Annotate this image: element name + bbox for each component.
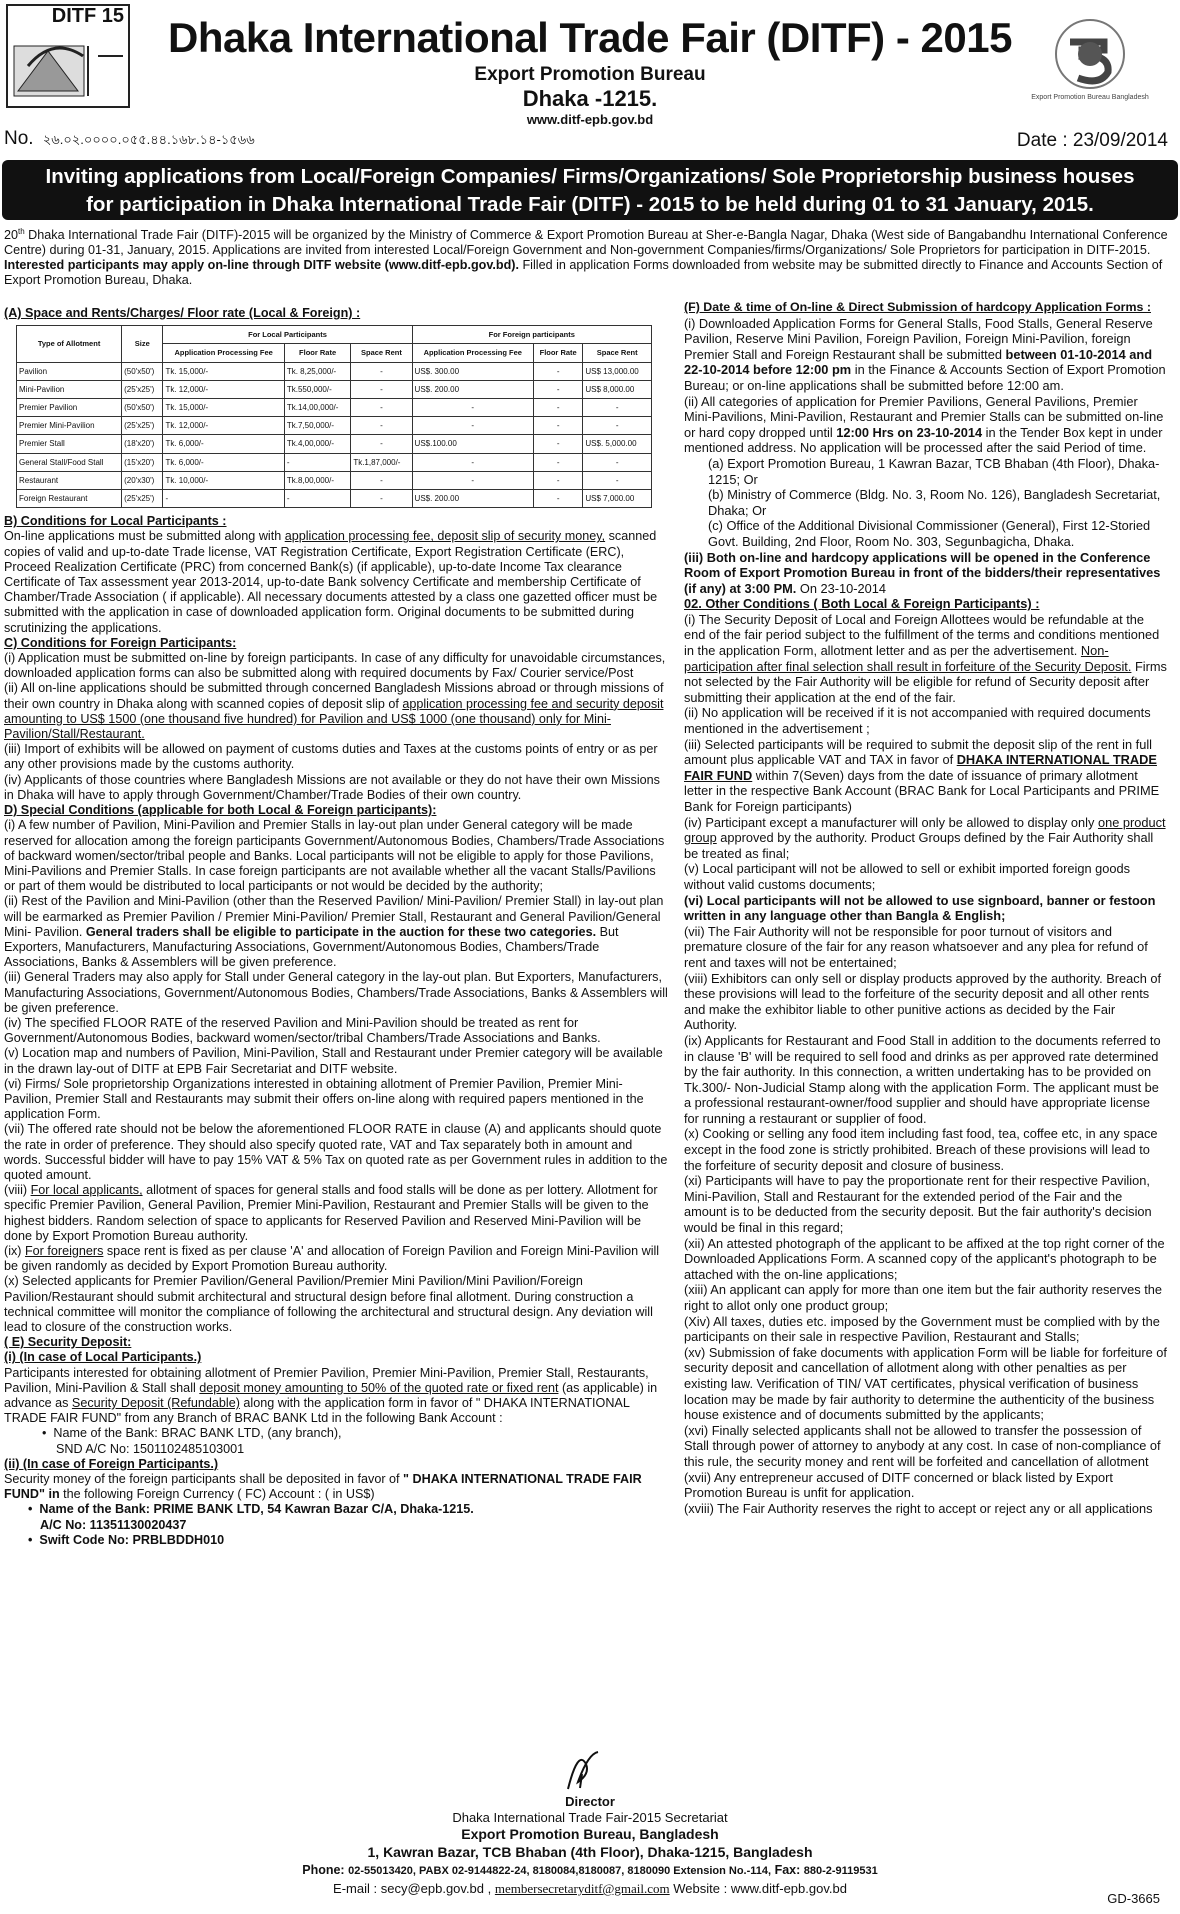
section-e-sub-local: (i) (In case of Local Participants.) bbox=[4, 1350, 202, 1365]
epb-logo-text: Export Promotion Bureau Bangladesh bbox=[1031, 94, 1149, 101]
account-foreign: A/C No: 11351130020437 bbox=[40, 1517, 187, 1532]
rent-table-cell: US$. 200.00 bbox=[412, 380, 533, 398]
section-d-item: (i) A few number of Pavilion, Mini-Pavilion and Premier Stalls in lay-out plan under General category will be made reserved for allocation among the foreign participants Government/Autonomous Bodies, Chambers/Trade Associations of backward women/sector/tribal people and Banks. Local participants will not be eligible to apply for those Pavilions, Mini-Pavilions and Premier Stalls. In case foreign participants are not available whether all the vacant Stalls/Pavilions or part of them would be distributed to local participants or not would be decided by the authority; bbox=[4, 818, 665, 894]
rent-table-cell: Tk.550,000/- bbox=[284, 380, 350, 398]
section-c-title: C) Conditions for Foreign Participants: bbox=[4, 635, 237, 650]
section-d-item: (v) Location map and numbers of Pavilion, Mini-Pavilion, Stall and Restaurant under Premier category will be available in the drawn lay-out of DITF at EPB Fair Secretariat and DITF website. bbox=[4, 1046, 663, 1076]
other-condition: (vi) Local participants will not be allowed to use signboard, banner or festoon written in any language other than Bangla & English; bbox=[684, 892, 1156, 924]
section-c-item: (iii) Import of exhibits will be allowed on payment of customs duties and Taxes at the customs points of entry or as per any other provisions made by the customs authority. bbox=[4, 742, 658, 772]
rent-table-cell: - bbox=[284, 453, 350, 471]
page-title: Dhaka International Trade Fair (DITF) - 2015 bbox=[168, 14, 1012, 61]
rent-table-cell: General Stall/Food Stall bbox=[17, 453, 122, 471]
rent-table-cell: Tk.8,00,000/- bbox=[284, 471, 350, 489]
footer bbox=[0, 1754, 1180, 1914]
rent-table-cell: US$ 7,000.00 bbox=[583, 490, 652, 508]
footer-line-2: Export Promotion Bureau, Bangladesh bbox=[461, 1826, 719, 1842]
header-website: www.ditf-epb.gov.bd bbox=[526, 112, 654, 127]
section-f-title: (F) Date & time of On-line & Direct Submission of hardcopy Application Forms : bbox=[684, 300, 1151, 314]
rent-table-cell: Tk. 10,000/- bbox=[163, 471, 284, 489]
section-f-item: (ii) All categories of application for Premier Pavilions, General Pavilions, Premier Mini-Pavilions, Mini-Pavilion, Restaurant and Premier Stalls can be submitted on-line or hard copy dropped until 12:00 Hrs on 23-10-2014 in the Tender Box kept in under mentioned address. No application will be processed after the said Period of time. bbox=[684, 393, 1164, 456]
rent-table-cell: US$. 5,000.00 bbox=[583, 435, 652, 453]
rent-table-cell: - bbox=[284, 490, 350, 508]
rent-table-cell: - bbox=[583, 417, 652, 435]
signatory-role: Director bbox=[565, 1794, 615, 1809]
rent-table-cell: Tk.7,50,000/- bbox=[284, 417, 350, 435]
rent-table-row bbox=[17, 399, 652, 417]
rent-table-cell: Premier Mini-Pavilion bbox=[17, 417, 122, 435]
rent-table-cell: Restaurant bbox=[17, 471, 122, 489]
rent-table-cell: - bbox=[351, 435, 412, 453]
rent-table-cell: US$ 8,000.00 bbox=[583, 380, 652, 398]
rent-table bbox=[16, 325, 652, 508]
footer-email-web: E-mail : secy@epb.gov.bd , membersecretaryditf@gmail.com Website : www.ditf-epb.gov.bd bbox=[333, 1881, 847, 1896]
account-local: SND A/C No: 1501102485103001 bbox=[56, 1441, 245, 1456]
rent-table-cell: Pavilion bbox=[17, 362, 122, 380]
swift-code: • Swift Code No: PRBLBDDH010 bbox=[28, 1532, 225, 1547]
rent-table-cell: - bbox=[351, 490, 412, 508]
rent-table-cell: - bbox=[412, 399, 533, 417]
rent-table-subheader: Application Processing Fee bbox=[412, 344, 533, 362]
org-city: Dhaka -1215. bbox=[522, 86, 658, 111]
rent-table-cell: Tk.14,00,000/- bbox=[284, 399, 350, 417]
other-condition: (iv) Participant except a manufacturer will only be allowed to display only one product group approved by the authority. Product Groups defined by the Fair Authority shall be treated as final; bbox=[684, 814, 1166, 861]
issue-date: Date : 23/09/2014 bbox=[1016, 130, 1168, 151]
rent-table-cell: Mini-Pavilion bbox=[17, 380, 122, 398]
rent-table-header: Type of Allotment bbox=[17, 326, 122, 362]
rent-table-row bbox=[17, 362, 652, 380]
footer-contact: Phone: 02-55013420, PABX 02-9144822-24, 8180084,8180087, 8180090 Extension No.-114, Fax: 880-2-9119531 bbox=[302, 1863, 878, 1877]
other-condition: (v) Local participant will not be allowed to sell or exhibit imported foreign goods without valid customs documents; bbox=[684, 861, 1130, 892]
rent-table-cell: - bbox=[533, 471, 582, 489]
rent-table-cell: (20'x30') bbox=[122, 471, 163, 489]
rent-table-cell: Tk. 6,000/- bbox=[163, 435, 284, 453]
other-condition: (xi) Participants will have to pay the proportionate rent for their respective Pavilion, Mini-Pavilion, Stall and Restaurant for the extended period of the Fair and the amount is to be deducted from the security deposit. But the fair authority's decision would be final in this regard; bbox=[684, 1173, 1152, 1236]
other-condition: (viii) Exhibitors can only sell or display products approved by the authority. Breach of these provisions will lead to the forfeiture of the security deposit and all other rents and make the exhibitor liable to other punitive actions as decided by the Fair Authority. bbox=[684, 970, 1162, 1033]
rent-table-cell: - bbox=[351, 417, 412, 435]
epb-logo bbox=[1030, 14, 1150, 104]
rent-table-cell: US$. 300.00 bbox=[412, 362, 533, 380]
headline-banner bbox=[2, 160, 1178, 220]
other-condition: (vii) The Fair Authority will not be responsible for poor turnout of visitors and premature closure of the fair for any reason whatsoever and any plea for refund of rent and taxes will not be entertained; bbox=[684, 923, 1148, 970]
rent-table-row bbox=[17, 380, 652, 398]
signature-icon bbox=[558, 1744, 608, 1794]
rent-table-cell: - bbox=[163, 490, 284, 508]
rent-table-row bbox=[17, 453, 652, 471]
rent-table-cell: (18'x20') bbox=[122, 435, 163, 453]
rent-table-cell: Foreign Restaurant bbox=[17, 490, 122, 508]
section-e-text-foreign: Security money of the foreign participants shall be deposited in favor of " DHAKA INTERNATIONAL TRADE FAIR FUND" in the following Foreign Currency ( FC) Account : ( in US$) bbox=[4, 1472, 642, 1502]
rent-table-cell: - bbox=[533, 362, 582, 380]
memo-number-value: ২৬.০২.০০০০.০৫৫.৪৪.১৬৮.১৪-১৫৬৬ bbox=[42, 132, 255, 147]
rent-table-subheader: Space Rent bbox=[351, 344, 412, 362]
rent-table-cell: Tk.4,00,000/- bbox=[284, 435, 350, 453]
rent-table-cell: - bbox=[412, 417, 533, 435]
rent-table-cell: (25'x25') bbox=[122, 380, 163, 398]
section-c-item: (iv) Applicants of those countries where Bangladesh Missions are not available or they do not have their own Missions in Dhaka will have to apply through Government/Chamber/Trade Bodies of their own country. bbox=[4, 772, 660, 802]
other-condition: (xii) An attested photograph of the applicant to be affixed at the top right corner of the Downloaded Applications Form. A scanned copy of the applicant's photograph to be attached with the on-line applications; bbox=[684, 1235, 1165, 1282]
banner-line-2: for participation in Dhaka International Trade Fair (DITF) - 2015 to be held during 01 to 31 January, 2015. bbox=[86, 193, 1094, 216]
rent-table-cell: - bbox=[412, 471, 533, 489]
other-condition: (xvi) Finally selected applicants shall not be allowed to transfer the possession of Stall through power of attorney to anybody at any cost. In case of non-compliance of this rule, the security money and rent will be forfeited and cancellation of allotment bbox=[684, 1422, 1161, 1469]
rent-table-cell: - bbox=[533, 490, 582, 508]
bank-name-foreign: • Name of the Bank: PRIME BANK LTD, 54 Kawran Bazar C/A, Dhaka-1215. bbox=[28, 1502, 474, 1517]
rent-table-header: For Foreign participants bbox=[412, 326, 651, 344]
rent-table-cell: US$.100.00 bbox=[412, 435, 533, 453]
rent-table-cell: (50'x50') bbox=[122, 362, 163, 380]
submission-address: (a) Export Promotion Bureau, 1 Kawran Bazar, TCB Bhaban (4th Floor), Dhaka-1215; Or bbox=[708, 455, 1160, 487]
rent-table-cell: Tk. 12,000/- bbox=[163, 380, 284, 398]
rent-table-cell: Premier Stall bbox=[17, 435, 122, 453]
rent-table-cell: Tk. 15,000/- bbox=[163, 399, 284, 417]
section-d-item: (iii) General Traders may also apply for Stall under General category in the lay-out plan. But Exporters, Manufacturers, Manufacturing Associations, Government/Autonomous Bodies, Chambers/Trade Associations, Banks & Assemblers will be given preference. bbox=[4, 970, 668, 1015]
other-condition: (ii) No application will be received if it is not accompanied with required documents mentioned in the advertisement ; bbox=[684, 705, 1151, 737]
other-condition: (x) Cooking or selling any food item including fast food, tea, coffee etc, in any space except in the food zone is strictly prohibited. Breach of these provisions will lead to the forfeiture of security deposit and closure of business. bbox=[684, 1126, 1158, 1173]
rent-table-row bbox=[17, 490, 652, 508]
section-b-title: B) Conditions for Local Participants : bbox=[4, 514, 227, 529]
rent-table-cell: - bbox=[533, 435, 582, 453]
banner-line-1: Inviting applications from Local/Foreign Companies/ Firms/Organizations/ Sole Proprietorship business houses bbox=[45, 165, 1135, 188]
rent-table-cell: Tk.1,87,000/- bbox=[351, 453, 412, 471]
memo-number-label: No. bbox=[4, 128, 34, 149]
other-condition: (xviii) The Fair Authority reserves the right to accept or reject any or all applications bbox=[684, 1500, 1153, 1516]
rent-table-cell: Premier Pavilion bbox=[17, 399, 122, 417]
ditf-logo-text: DITF 15 bbox=[51, 5, 124, 27]
rent-table-cell: (15'x20') bbox=[122, 453, 163, 471]
rent-table-cell: US$. 200.00 bbox=[412, 490, 533, 508]
section-f-item: (iii) Both on-line and hardcopy applications will be opened in the Conference Room of Export Promotion Bureau in front of the bidders/their representatives (if any) at 3:00 PM. On 23-10-2014 bbox=[684, 549, 1161, 596]
section-f-item: (i) Downloaded Application Forms for General Stalls, Food Stalls, General Reserve Pavilion, Reserve Mini Pavilion, Foreign Pavilion, Foreign Mini-Pavilion, foreign Premier Stall and Foreign Restaurant shall be submitted between 01-10-2014 and 22-10-2014 before 12:00 pm in the Finance & Accounts Section of Export Promotion Bureau; or on-line applications shall be submitted before 12:00 am. bbox=[684, 315, 1166, 393]
section-d-item: (viii) For local applicants, allotment of spaces for general stalls and food stalls will be done as per lottery. Allotment for specific Premier Pavilion, General Pavilion, Premier Mini-Pavilion, Restaurant and Premier Stalls will be given to the highest bidders. Random selection of space to applicants for Reserved Pavilion and Reserved Mini-Pavilion will be done by Export Promotion Bureau authority. bbox=[4, 1183, 658, 1243]
rent-table-subheader: Application Processing Fee bbox=[163, 344, 284, 362]
rent-table-cell: Tk. 6,000/- bbox=[163, 453, 284, 471]
section-a-title: (A) Space and Rents/Charges/ Floor rate (Local & Foreign) : bbox=[4, 306, 361, 320]
rent-table-body bbox=[17, 362, 652, 508]
section-d-title: D) Special Conditions (applicable for both Local & Foreign participants): bbox=[4, 803, 437, 818]
rent-table-row bbox=[17, 435, 652, 453]
rent-table-cell: Tk. 8,25,000/- bbox=[284, 362, 350, 380]
section-d-item: (ii) Rest of the Pavilion and Mini-Pavilion (other than the Reserved Pavilion/ Mini-Pavilion/ Premier Stall) in lay-out plan will be earmarked as Premier Pavilion / Premier Mini-Pavilion/ Premier Stall, Restaurant and General Pavilion/General Mini- Pavilion. General traders shall be eligible to participate in the auction for these two categories. But Exporters, Manufacturers, Manufacturing Associations, Government/Autonomous Bodies, Chambers/Trade Associations, Banks & Assemblers will be given preference. bbox=[4, 894, 664, 970]
rent-table-cell: (25'x25') bbox=[122, 490, 163, 508]
rent-table-cell: Tk. 12,000/- bbox=[163, 417, 284, 435]
rent-table-cell: - bbox=[351, 362, 412, 380]
rent-table-header: For Local Participants bbox=[163, 326, 412, 344]
other-condition: (ix) Applicants for Restaurant and Food Stall in addition to the documents referred to in clause 'B' will be required to sell food and drinks as per approved rate determined by the fair authority. In this connection, a written undertaking has to be provided on Tk.300/- Non-Judicial Stamp along with the application Form. The applicant must be a professional restaurant-owner/food supplier and should have appropriate license for running a restaurant or supplier of food. bbox=[684, 1032, 1161, 1126]
rent-table-cell: - bbox=[351, 471, 412, 489]
rent-table-cell: (50'x50') bbox=[122, 399, 163, 417]
right-column bbox=[684, 300, 1168, 1516]
rent-table-row bbox=[17, 417, 652, 435]
footer-line-1: Dhaka International Trade Fair-2015 Secretariat bbox=[452, 1810, 728, 1825]
submission-address: (c) Office of the Additional Divisional Commissioner (General), First 12-Storied Govt. Building, 2nd Floor, Room No. 303, Segunbagicha, Dhaka. bbox=[708, 518, 1151, 549]
rent-table-cell: - bbox=[583, 399, 652, 417]
epb-logo-icon bbox=[1030, 14, 1150, 104]
other-condition: (Xiv) All taxes, duties etc. imposed by the Government must be complied with by the participants on their sale in respective Pavilion, Restaurant and Stalls; bbox=[684, 1313, 1160, 1345]
rent-table-header: Size bbox=[122, 326, 163, 362]
rent-table-cell: - bbox=[351, 399, 412, 417]
rent-table-cell: - bbox=[583, 471, 652, 489]
other-condition: (i) The Security Deposit of Local and Foreign Allottees would be refundable at the end of the fair period subject to the fulfillment of the terms and conditions mentioned in the application Form, allotment letter and as per the advertisement. Non-participation after final selection shall result in forfeiture of the Security Deposit. Firms not selected by the Fair Authority will be eligible for refund of Security deposit after submitting their application at the end of the fair. bbox=[684, 611, 1167, 705]
submission-address: (b) Ministry of Commerce (Bldg. No. 3, Room No. 126), Bangladesh Secretariat, Dhaka; Or bbox=[708, 487, 1161, 518]
rent-table-cell: US$ 13,000.00 bbox=[583, 362, 652, 380]
intro-paragraph: 20th Dhaka International Trade Fair (DITF)-2015 will be organized by the Ministry of Commerce & Export Promotion Bureau at Sher-e-Bangla Nagar, Dhaka (West side of Bangabandhu International Conference Centre) during 01-31, January, 2015. Applications are invited from interested Local/Foreign Government and Non-government Companies/firms/Organizations/ Sole Proprietors for participation in DITF-2015. Interested participants may apply on-line through DITF website (www.ditf-epb.gov.bd). Filled in application Forms downloaded from website may be submitted directly to Finance and Accounts Section of Export Promotion Bureau, Dhaka. bbox=[4, 227, 1168, 288]
org-name: Export Promotion Bureau bbox=[474, 64, 706, 85]
rent-table-cell: - bbox=[583, 453, 652, 471]
section-e-text: Participants interested for obtaining allotment of Premier Pavilion, Premier Mini-Pavilion, Premier Stall, Restaurants, Pavilion, Mini-Pavilion & Stall shall deposit money amounting to 50% of the quoted rate or fixed rent (as applicable) in advance as Security Deposit (Refundable) along with the application form in favor of " DHAKA INTERNATIONAL TRADE FAIR FUND" from any Branch of BRAC BANK Ltd in the following Bank Account : bbox=[4, 1365, 658, 1426]
section-e-sub-foreign: (ii) (In case of Foreign Participants.) bbox=[4, 1456, 219, 1471]
section-e-title: ( E) Security Deposit: bbox=[4, 1335, 132, 1350]
section-c-item: (i) Application must be submitted on-line by foreign participants. In case of any difficulty for unavoidable circumstances, downloaded application forms can also be submitted along with required documents by Fax/ Courier service/Post bbox=[4, 651, 666, 681]
rent-table-cell: - bbox=[351, 380, 412, 398]
header bbox=[0, 0, 1180, 160]
memo-number bbox=[4, 128, 255, 152]
rent-table-row bbox=[17, 471, 652, 489]
rent-table-subheader: Floor Rate bbox=[533, 344, 582, 362]
section-d-item: (iv) The specified FLOOR RATE of the reserved Pavilion and Mini-Pavilion should be treated as rent for Government/Autonomous Bodies, backward women/sector/tribal Chambers/Trade Associations and Banks. bbox=[4, 1015, 601, 1046]
section-d-item: (vi) Firms/ Sole proprietorship Organizations interested in obtaining allotment of Premier Pavilion, Premier Mini-Pavilion, Premier Stall and Restaurants may submit their offers on-line along with required papers mentioned in the application Form. bbox=[4, 1076, 644, 1122]
rent-table-cell: - bbox=[533, 380, 582, 398]
rent-table-subheader: Space Rent bbox=[583, 344, 652, 362]
other-condition: (xv) Submission of fake documents with application Form will be liable for forfeiture of security deposit and cancellation of allotment along with other penalties as per existing law. Verification of TIN/ VAT certificates, physical verification of business location may be made by fair authority to determine the authenticity of the business house existence and of documents submitted by the applicants; bbox=[684, 1344, 1167, 1423]
other-condition: (iii) Selected participants will be required to submit the deposit slip of the rent in full amount plus applicable VAT and TAX in favor of DHAKA INTERNATIONAL TRADE FAIR FUND within 7(Seven) days from the date of issuance of primary allotment letter in the respective Bank Account (BRAC Bank for Local Participants and PRIME Bank for Foreign participants) bbox=[684, 736, 1160, 814]
section-d-item: (ix) For foreigners space rent is fixed as per clause 'A' and allocation of Foreign Pavilion and Foreign Mini-Pavilion will be given randomly as decided by Export Promotion Bureau authority. bbox=[4, 1243, 660, 1274]
other-condition: (xiii) An applicant can apply for more than one item but the fair authority reserves the right to allot only one product group; bbox=[684, 1282, 1162, 1313]
rent-table-cell: (25'x25') bbox=[122, 417, 163, 435]
footer-line-3: 1, Kawran Bazar, TCB Bhaban (4th Floor), Dhaka-1215, Bangladesh bbox=[367, 1844, 813, 1860]
rent-table-cell: - bbox=[533, 453, 582, 471]
ad-code: GD-3665 bbox=[1107, 1891, 1160, 1906]
section-c-item: (ii) All on-line applications should be submitted through concerned Bangladesh Missions abroad or through missions of their own country in Dhaka along with scanned copies of deposit slip of application processing fee and security deposit amounting to US$ 1500 (one thousand five hundred) for Pavilion and US$ 1000 (one thousand) only for Mini-Pavilion/Stall/Restaurant. bbox=[4, 681, 664, 742]
rent-table-cell: - bbox=[533, 417, 582, 435]
bank-name-local: • Name of the Bank: BRAC BANK LTD, (any branch), bbox=[42, 1426, 342, 1441]
section-d-item: (vii) The offered rate should not be below the aforementioned FLOOR RATE in clause (A) and applicants should quote the rate in order of preference. They should also specify quoted rate, VAT and Tax separately both in amount and words. Successful bidder will have to pay 15% VAT & 5% Tax on quoted rate as per Government rules in addition to the quoted amount. bbox=[4, 1122, 668, 1182]
rent-table-cell: - bbox=[412, 453, 533, 471]
section-d-item: (x) Selected applicants for Premier Pavilion/General Pavilion/Premier Mini Pavilion/Mini Pavilion/Foreign Pavilion/Restaurant should submit architectural and structural design before final allotment. During construction a technical committee will monitor the compliance of following the architectural and structural design. Any deviation will lead to closure of the construction works. bbox=[4, 1274, 653, 1334]
left-column bbox=[4, 306, 668, 1548]
section-02-title: 02. Other Conditions ( Both Local & Foreign Participants) : bbox=[684, 596, 1040, 612]
other-condition: (xvii) Any entrepreneur accused of DITF concerned or black listed by Export Promotion Bureau is unfit for application. bbox=[684, 1469, 1113, 1501]
section-b-text: On-line applications must be submitted along with application processing fee, deposit slip of security money, scanned copies of valid and up-to-date Trade license, VAT Registration Certificate, Export Registration Certificate (ERC), Proceed Realization Certificate (PRC) from concerned Bank(s) (if applicable), up-to-date Income Tax clearance Certificate of Tax assessment year 2013-2014, up-to-date Bank solvency Certificate and membership Certificate of Chamber/Trade Association ( if applicable). All necessary documents attested by a class one gazetted officer must be submitted with the application in case of downloaded application form. Original documents to be submitted during scrutinizing the applications. bbox=[4, 529, 658, 635]
rent-table-subheader: Floor Rate bbox=[284, 344, 350, 362]
rent-table-cell: Tk. 15,000/- bbox=[163, 362, 284, 380]
rent-table-cell: - bbox=[533, 399, 582, 417]
